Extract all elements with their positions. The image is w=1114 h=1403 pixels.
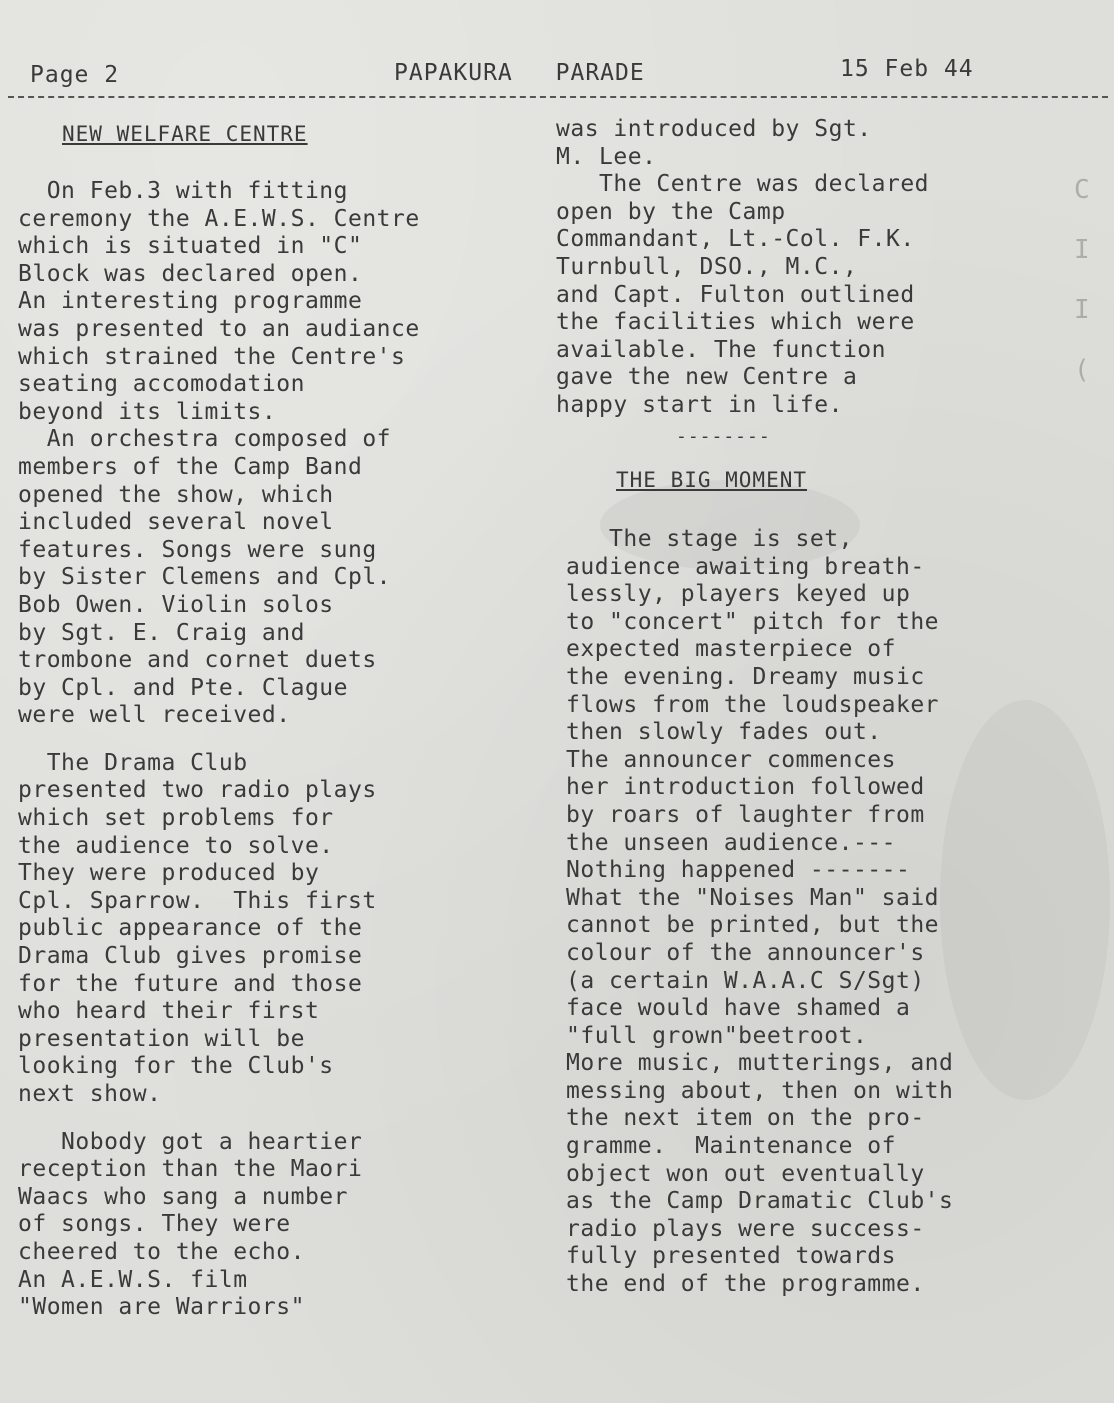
text-line: was presented to an audiance	[18, 315, 420, 342]
text-line: for the future and those	[18, 970, 363, 997]
text-line: Block was declared open.	[18, 260, 363, 287]
text-line: "Women are Warriors"	[18, 1294, 305, 1321]
text-line: available. The function	[556, 336, 886, 363]
text-line: presentation will be	[18, 1025, 305, 1052]
text-line: trombone and cornet duets	[18, 647, 377, 674]
bleed-letter: (	[1074, 355, 1090, 385]
section-separator: --------	[676, 426, 771, 447]
text-line: which strained the Centre's	[18, 343, 406, 370]
bleed-letter: I	[1074, 235, 1090, 265]
text-line: the facilities which were	[556, 309, 915, 336]
publication-title: PAPAKURA PARADE	[394, 60, 645, 86]
left-column-text	[18, 178, 508, 1322]
text-line: Waacs who sang a number	[18, 1183, 348, 1210]
text-line: were well received.	[18, 702, 291, 729]
text-line: happy start in life.	[556, 391, 843, 418]
text-line: Drama Club gives promise	[18, 943, 363, 970]
paragraph-gap	[18, 730, 508, 750]
text-line: by Sgt. E. Craig and	[18, 619, 305, 646]
text-line: The Centre was declared	[556, 171, 930, 198]
text-line: messing about, then on with	[566, 1077, 954, 1104]
article-heading-new-welfare-centre: NEW WELFARE CENTRE	[62, 122, 308, 146]
text-line: then slowly fades out.	[566, 719, 882, 746]
text-line: beyond its limits.	[18, 398, 277, 425]
text-line: next show.	[18, 1081, 162, 1107]
bleed-letter: I	[1074, 295, 1090, 325]
text-line: looking for the Club's	[18, 1053, 334, 1080]
right-column-continued-text	[556, 116, 1026, 420]
text-line: the unseen audience.---	[566, 829, 896, 856]
text-line: of songs. They were	[18, 1211, 291, 1238]
text-line: Commandant, Lt.-Col. F.K.	[556, 226, 915, 253]
text-line: the end of the programme.	[566, 1271, 925, 1298]
text-line: The announcer commences	[566, 746, 896, 773]
bleed-through-text	[1074, 160, 1114, 460]
text-line: by Sister Clemens and Cpl.	[18, 564, 392, 591]
text-line: who heard their first	[18, 998, 320, 1025]
text-line: Cpl. Sparrow. This first	[18, 887, 377, 914]
text-line: audience awaiting breath-	[566, 553, 925, 580]
text-line: The Drama Club	[18, 749, 248, 776]
text-line: which set problems for	[18, 805, 334, 832]
text-line: presented two radio plays	[18, 777, 377, 804]
article-heading-big-moment: THE BIG MOMENT	[616, 468, 808, 492]
text-line: Bob Owen. Violin solos	[18, 591, 334, 618]
text-line: flows from the loudspeaker	[566, 691, 940, 718]
text-line: the next item on the pro-	[566, 1105, 925, 1132]
text-line: radio plays were success-	[566, 1215, 925, 1242]
text-line: opened the show, which	[18, 481, 334, 508]
page-number: Page 2	[30, 62, 120, 88]
text-line: An interesting programme	[18, 288, 363, 315]
text-line: seating accomodation	[18, 371, 305, 398]
text-line: cannot be printed, but the	[566, 912, 940, 939]
text-line: Nobody got a heartier	[18, 1128, 363, 1155]
text-line: features. Songs were sung	[18, 536, 377, 563]
page-header	[30, 56, 990, 96]
text-line: They were produced by	[18, 860, 320, 887]
text-line: (a certain W.A.A.C S/Sgt)	[566, 967, 925, 994]
header-rule	[8, 96, 1108, 98]
text-line: ceremony the A.E.W.S. Centre	[18, 205, 420, 232]
text-line: On Feb.3 with fitting	[18, 178, 348, 204]
text-line: by roars of laughter from	[566, 801, 925, 828]
text-line: An A.E.W.S. film	[18, 1266, 248, 1293]
text-line: public appearance of the	[18, 915, 363, 942]
issue-date: 15 Feb 44	[840, 56, 974, 82]
right-column-article-text	[566, 526, 1036, 1299]
text-line: expected masterpiece of	[566, 636, 896, 663]
text-line: was introduced by Sgt.	[556, 116, 872, 142]
text-line: to "concert" pitch for the	[566, 608, 940, 635]
text-line: as the Camp Dramatic Club's	[566, 1188, 954, 1215]
text-line: colour of the announcer's	[566, 939, 925, 966]
text-line: More music, mutterings, and	[566, 1050, 954, 1077]
text-line: An orchestra composed of	[18, 426, 392, 453]
text-line: included several novel	[18, 509, 334, 536]
text-line: the audience to solve.	[18, 832, 334, 859]
text-line: the evening. Dreamy music	[566, 663, 925, 690]
text-line: members of the Camp Band	[18, 453, 363, 480]
text-line: which is situated in "C"	[18, 233, 363, 260]
text-line: Turnbull, DSO., M.C.,	[556, 253, 858, 280]
text-line: reception than the Maori	[18, 1156, 363, 1183]
text-line: What the "Noises Man" said	[566, 884, 940, 911]
text-line: gramme. Maintenance of	[566, 1133, 896, 1160]
text-line: object won out eventually	[566, 1160, 925, 1187]
text-line: gave the new Centre a	[556, 364, 858, 391]
text-line: The stage is set,	[566, 526, 853, 552]
text-line: cheered to the echo.	[18, 1238, 305, 1265]
text-line: M. Lee.	[556, 143, 657, 170]
text-line: fully presented towards	[566, 1243, 896, 1270]
text-line: Nothing happened -------	[566, 857, 911, 884]
paragraph-gap	[18, 1109, 508, 1129]
text-line: open by the Camp	[556, 198, 786, 225]
bleed-letter: C	[1074, 175, 1090, 205]
text-line: lessly, players keyed up	[566, 581, 911, 608]
text-line: her introduction followed	[566, 774, 925, 801]
text-line: by Cpl. and Pte. Clague	[18, 674, 348, 701]
text-line: face would have shamed a	[566, 995, 911, 1022]
text-line: and Capt. Fulton outlined	[556, 281, 915, 308]
text-line: "full grown"beetroot.	[566, 1022, 868, 1049]
